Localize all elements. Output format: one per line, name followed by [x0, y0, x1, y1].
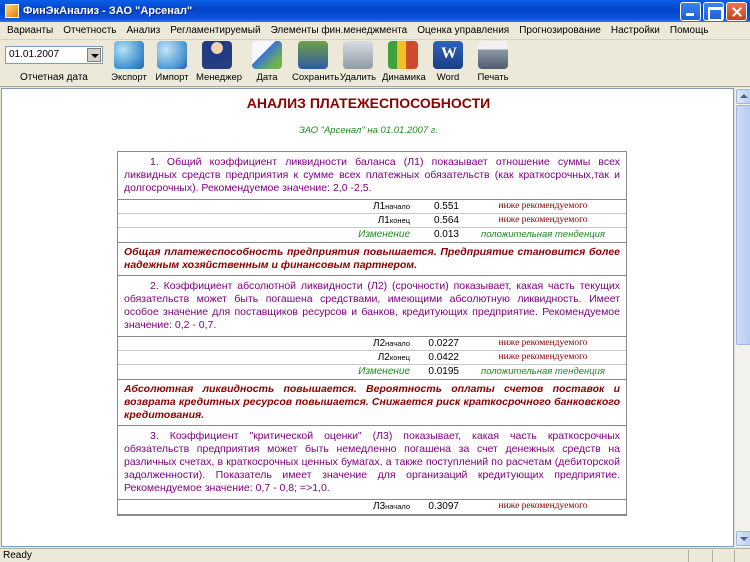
maximize-button[interactable]: [703, 2, 724, 21]
metric-value: 0.013: [433, 229, 459, 240]
word-icon: [433, 41, 463, 69]
dynamics-label: Динамика: [382, 72, 426, 83]
metric-note: ниже рекомендуемого: [498, 501, 588, 511]
save-label: Сохранить: [292, 72, 340, 83]
metric-value: 0.3097: [428, 501, 459, 512]
metric-value: 0.551: [433, 201, 459, 212]
metric-name: Изменение: [358, 229, 410, 240]
scroll-thumb[interactable]: [736, 105, 750, 345]
section-3-metrics: [118, 500, 626, 515]
metric-value: 0.0422: [428, 352, 459, 363]
date-icon: [252, 41, 282, 69]
print-icon: [478, 41, 508, 69]
export-label: Экспорт: [111, 72, 147, 83]
menu-fin-management[interactable]: Элементы фин.менеджмента: [270, 25, 408, 36]
status-bar: [0, 548, 750, 562]
menu-management-rating[interactable]: Оценка управления: [417, 25, 510, 36]
print-label: Печать: [477, 72, 509, 83]
vertical-scrollbar[interactable]: [734, 88, 750, 547]
dynamics-icon: [388, 41, 418, 69]
scroll-up-icon[interactable]: [736, 89, 750, 104]
metric-name: Л2начало: [373, 338, 410, 349]
report-date-select[interactable]: [5, 46, 103, 64]
title-bar: [0, 0, 750, 22]
metric-row: [118, 365, 626, 379]
delete-label: Удалить: [339, 72, 377, 83]
metric-note: положительная тенденция: [481, 366, 605, 377]
section-2-description: 2. Коэффициент абсолютной ликвидности (Л2) (срочности) показывает, какая часть текущих обязательств может быть погашена средствами, имеющими абсолютную ликвидность. Имеет особое значение для поставщиков ресурсов и банков, кредитующих предприятие. Рекомендуемое значение: 0,2 - 0,7.: [118, 276, 626, 337]
report-subtitle: ЗАО "Арсенал" на 01.01.2007 г.: [298, 125, 439, 136]
date-button[interactable]: [246, 41, 288, 86]
metric-value: 0.0195: [428, 366, 459, 377]
metric-note: ниже рекомендуемого: [498, 201, 588, 211]
metric-row: [118, 351, 626, 365]
import-icon: [157, 41, 187, 69]
delete-icon: [343, 41, 373, 69]
metric-name: Л1начало: [373, 201, 410, 212]
section-2-conclusion: Абсолютная ликвидность повышается. Вероятность оплаты счетов поставок и возврата кредитных ресурсов повышается. Снижается риск краткосрочного банковского кредитования.: [118, 380, 626, 426]
section-1-description: 1. Общий коэффициент ликвидности баланса (Л1) показывает отношение суммы всех ликвидных средств предприятия к сумме всех платежных обязательств (как краткосрочных,так и долгосрочных). Рекомендуемое значение: 2,0 -2,5.: [118, 152, 626, 200]
metric-name: Изменение: [358, 366, 410, 377]
menu-variants[interactable]: Варианты: [7, 25, 54, 36]
word-label: Word: [436, 72, 460, 83]
metric-row: [118, 200, 626, 214]
print-button[interactable]: [472, 41, 514, 86]
status-panel: [688, 550, 689, 562]
menu-bar: [0, 22, 750, 40]
section-3-description: 3. Коэффициент "критической оценки" (Л3) показывает, какая часть краткосрочных обязательств предприятия может быть немедленно погашена за счет денежных средств на различных счетах, в краткосрочных ценных бумагах, а также поступлений по расчетам (дебиторской задолженности). Показатель имеет значение для организаций кредитующих предприятие. Рекомендуемое значение: 0,7 - 0,8; =>1,0.: [118, 426, 626, 500]
menu-analysis[interactable]: Анализ: [126, 25, 161, 36]
scroll-down-icon[interactable]: [736, 531, 750, 546]
close-button[interactable]: [726, 2, 747, 21]
metric-row: [118, 500, 626, 514]
section-1-metrics: [118, 200, 626, 243]
metric-note: ниже рекомендуемого: [498, 338, 588, 348]
export-button[interactable]: [108, 41, 150, 86]
report-table: [117, 151, 627, 516]
section-1-conclusion: Общая платежеспособность предприятия повышается. Предприятие становится более надежным хозяйственным и финансовым партнером.: [118, 243, 626, 276]
metric-row: [118, 228, 626, 242]
import-button[interactable]: [151, 41, 193, 86]
menu-help[interactable]: Помощь: [669, 25, 709, 36]
date-label: Дата: [256, 72, 278, 83]
status-panel: [734, 550, 735, 562]
metric-name: Л3начало: [373, 501, 410, 512]
window-title: ФинЭкАнализ - ЗАО "Арсенал": [23, 5, 193, 17]
status-text: Ready: [3, 550, 32, 561]
report-date-value: 01.01.2007: [9, 49, 60, 60]
export-icon: [114, 41, 144, 69]
import-label: Импорт: [155, 72, 189, 83]
minimize-button[interactable]: [680, 2, 701, 21]
metric-row: [118, 214, 626, 228]
word-button[interactable]: [427, 41, 469, 86]
metric-name: Л2конец: [377, 352, 410, 363]
report-date-label: Отчетная дата: [20, 72, 88, 83]
app-icon: [5, 4, 19, 18]
menu-forecasting[interactable]: Прогнозирование: [519, 25, 601, 36]
metric-name: Л1конец: [377, 215, 410, 226]
metric-value: 0.0227: [428, 338, 459, 349]
toolbar: [0, 40, 750, 87]
menu-settings[interactable]: Настройки: [610, 25, 660, 36]
save-button[interactable]: [292, 41, 340, 86]
metric-note: ниже рекомендуемого: [498, 352, 588, 362]
metric-note: ниже рекомендуемого: [498, 215, 588, 225]
metric-row: [118, 337, 626, 351]
manager-button[interactable]: [196, 41, 243, 86]
metric-note: положительная тенденция: [481, 229, 605, 240]
report-title: АНАЛИЗ ПЛАТЕЖЕСПОСОБНОСТИ: [246, 95, 491, 111]
manager-icon: [202, 41, 232, 69]
menu-reporting[interactable]: Отчетность: [63, 25, 117, 36]
status-panel: [712, 550, 713, 562]
window-controls: [680, 2, 747, 21]
chevron-down-icon[interactable]: [87, 48, 101, 62]
dynamics-button[interactable]: [382, 41, 424, 86]
delete-button[interactable]: [337, 41, 379, 86]
save-icon: [298, 41, 328, 69]
report-view[interactable]: [1, 88, 734, 547]
manager-label: Менеджер: [196, 72, 243, 83]
menu-regulated[interactable]: Регламентируемый: [170, 25, 261, 36]
section-2-metrics: [118, 337, 626, 380]
metric-value: 0.564: [433, 215, 459, 226]
